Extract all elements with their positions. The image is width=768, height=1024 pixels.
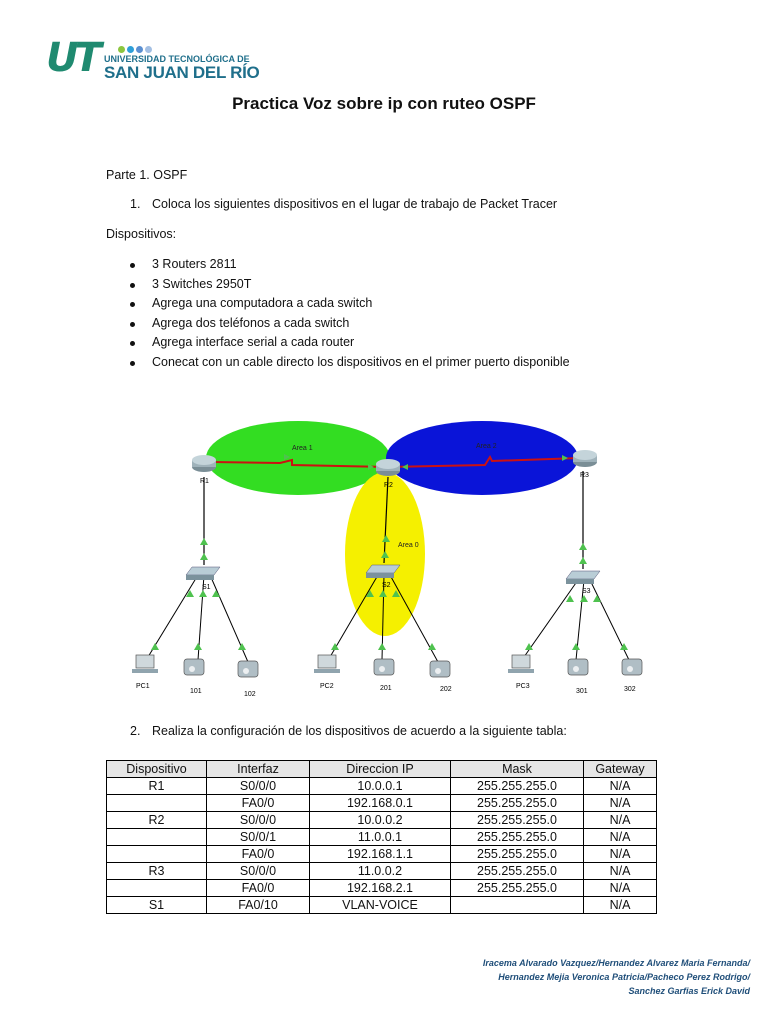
author-line: Iracema Alvarado Vazquez/Hernandez Alvarez Maria Fernanda/ <box>482 958 750 968</box>
bullet-icon <box>130 302 135 307</box>
bullet-icon <box>130 341 135 346</box>
switch-s2-label: S2 <box>382 582 391 589</box>
step-1-number: 1. <box>130 197 141 211</box>
table-row: FA0/0 192.168.2.1 255.255.255.0 N/A <box>107 880 657 897</box>
switch-s1-icon <box>186 567 220 580</box>
part-heading: Parte 1. OSPF <box>106 168 188 182</box>
pc2-label: PC2 <box>320 683 334 690</box>
switch-s3-label: S3 <box>582 588 591 595</box>
router-r3-label: R3 <box>580 472 589 479</box>
area-1-label: Area 1 <box>292 445 313 452</box>
phone-102-icon <box>238 661 258 677</box>
header-mask: Mask <box>451 761 584 778</box>
bullet-icon <box>130 322 135 327</box>
step-2-text: Realiza la configuración de los dispositivos de acuerdo a la siguiente tabla: <box>152 724 567 738</box>
table-row: R1 S0/0/0 10.0.0.1 255.255.255.0 N/A <box>107 778 657 795</box>
bullet-icon <box>130 361 135 366</box>
pc1-icon <box>132 655 158 673</box>
router-r1-icon <box>192 455 216 472</box>
router-r3-icon <box>573 450 597 467</box>
phone-301-label: 301 <box>576 688 588 695</box>
authors-footer <box>483 956 750 998</box>
logo-mark: UT <box>46 35 98 81</box>
header-gateway: Gateway <box>584 761 657 778</box>
area-0-label: Area 0 <box>398 542 419 549</box>
area-1-zone <box>206 421 390 495</box>
step-1-text: Coloca los siguientes dispositivos en el lugar de trabajo de Packet Tracer <box>152 197 558 211</box>
logo-line-1: UNIVERSIDAD TECNOLÓGICA DE <box>104 54 250 64</box>
phone-301-icon <box>568 659 588 675</box>
router-r1-label: R1 <box>200 478 209 485</box>
area-2-zone <box>386 421 578 495</box>
header-device: Dispositivo <box>107 761 207 778</box>
area-2-label: Area 2 <box>476 443 497 450</box>
phone-201-label: 201 <box>380 685 392 692</box>
config-table <box>106 760 657 914</box>
phone-202-label: 202 <box>440 686 452 693</box>
pc2-icon <box>314 655 340 673</box>
table-header-row <box>107 761 657 778</box>
author-line: Sanchez Garfias Erick David <box>628 986 750 996</box>
table-row: S0/0/1 11.0.0.1 255.255.255.0 N/A <box>107 829 657 846</box>
logo-line-2: SAN JUAN DEL RÍO <box>104 63 260 82</box>
bullet-icon <box>130 283 135 288</box>
table-row: R3 S0/0/0 11.0.0.2 255.255.255.0 N/A <box>107 863 657 880</box>
table-row: FA0/0 192.168.0.1 255.255.255.0 N/A <box>107 795 657 812</box>
router-r2-label: R2 <box>384 482 393 489</box>
phone-101-icon <box>184 659 204 675</box>
table-row: FA0/0 192.168.1.1 255.255.255.0 N/A <box>107 846 657 863</box>
network-diagram <box>120 405 680 705</box>
phone-302-icon <box>622 659 642 675</box>
pc3-label: PC3 <box>516 683 530 690</box>
phone-101-label: 101 <box>190 688 202 695</box>
header-interface: Interfaz <box>207 761 310 778</box>
author-line: Hernandez Mejia Veronica Patricia/Pacheco Perez Rodrigo/ <box>498 972 750 982</box>
phone-202-icon <box>430 661 450 677</box>
router-r2-icon <box>376 459 400 476</box>
switch-s3-icon <box>566 571 600 584</box>
pc1-label: PC1 <box>136 683 150 690</box>
page-title: Practica Voz sobre ip con ruteo OSPF <box>232 94 536 113</box>
phone-102-label: 102 <box>244 691 256 698</box>
pc3-icon <box>508 655 534 673</box>
university-logo <box>46 36 266 86</box>
bullet-icon <box>130 263 135 268</box>
phone-201-icon <box>374 659 394 675</box>
phone-302-label: 302 <box>624 686 636 693</box>
table-row: R2 S0/0/0 10.0.0.2 255.255.255.0 N/A <box>107 812 657 829</box>
header-ip: Direccion IP <box>310 761 451 778</box>
devices-heading: Dispositivos: <box>106 227 177 241</box>
step-2-number: 2. <box>130 724 141 738</box>
table-row: S1 FA0/10 VLAN-VOICE N/A <box>107 897 657 914</box>
switch-s1-label: S1 <box>202 584 211 591</box>
